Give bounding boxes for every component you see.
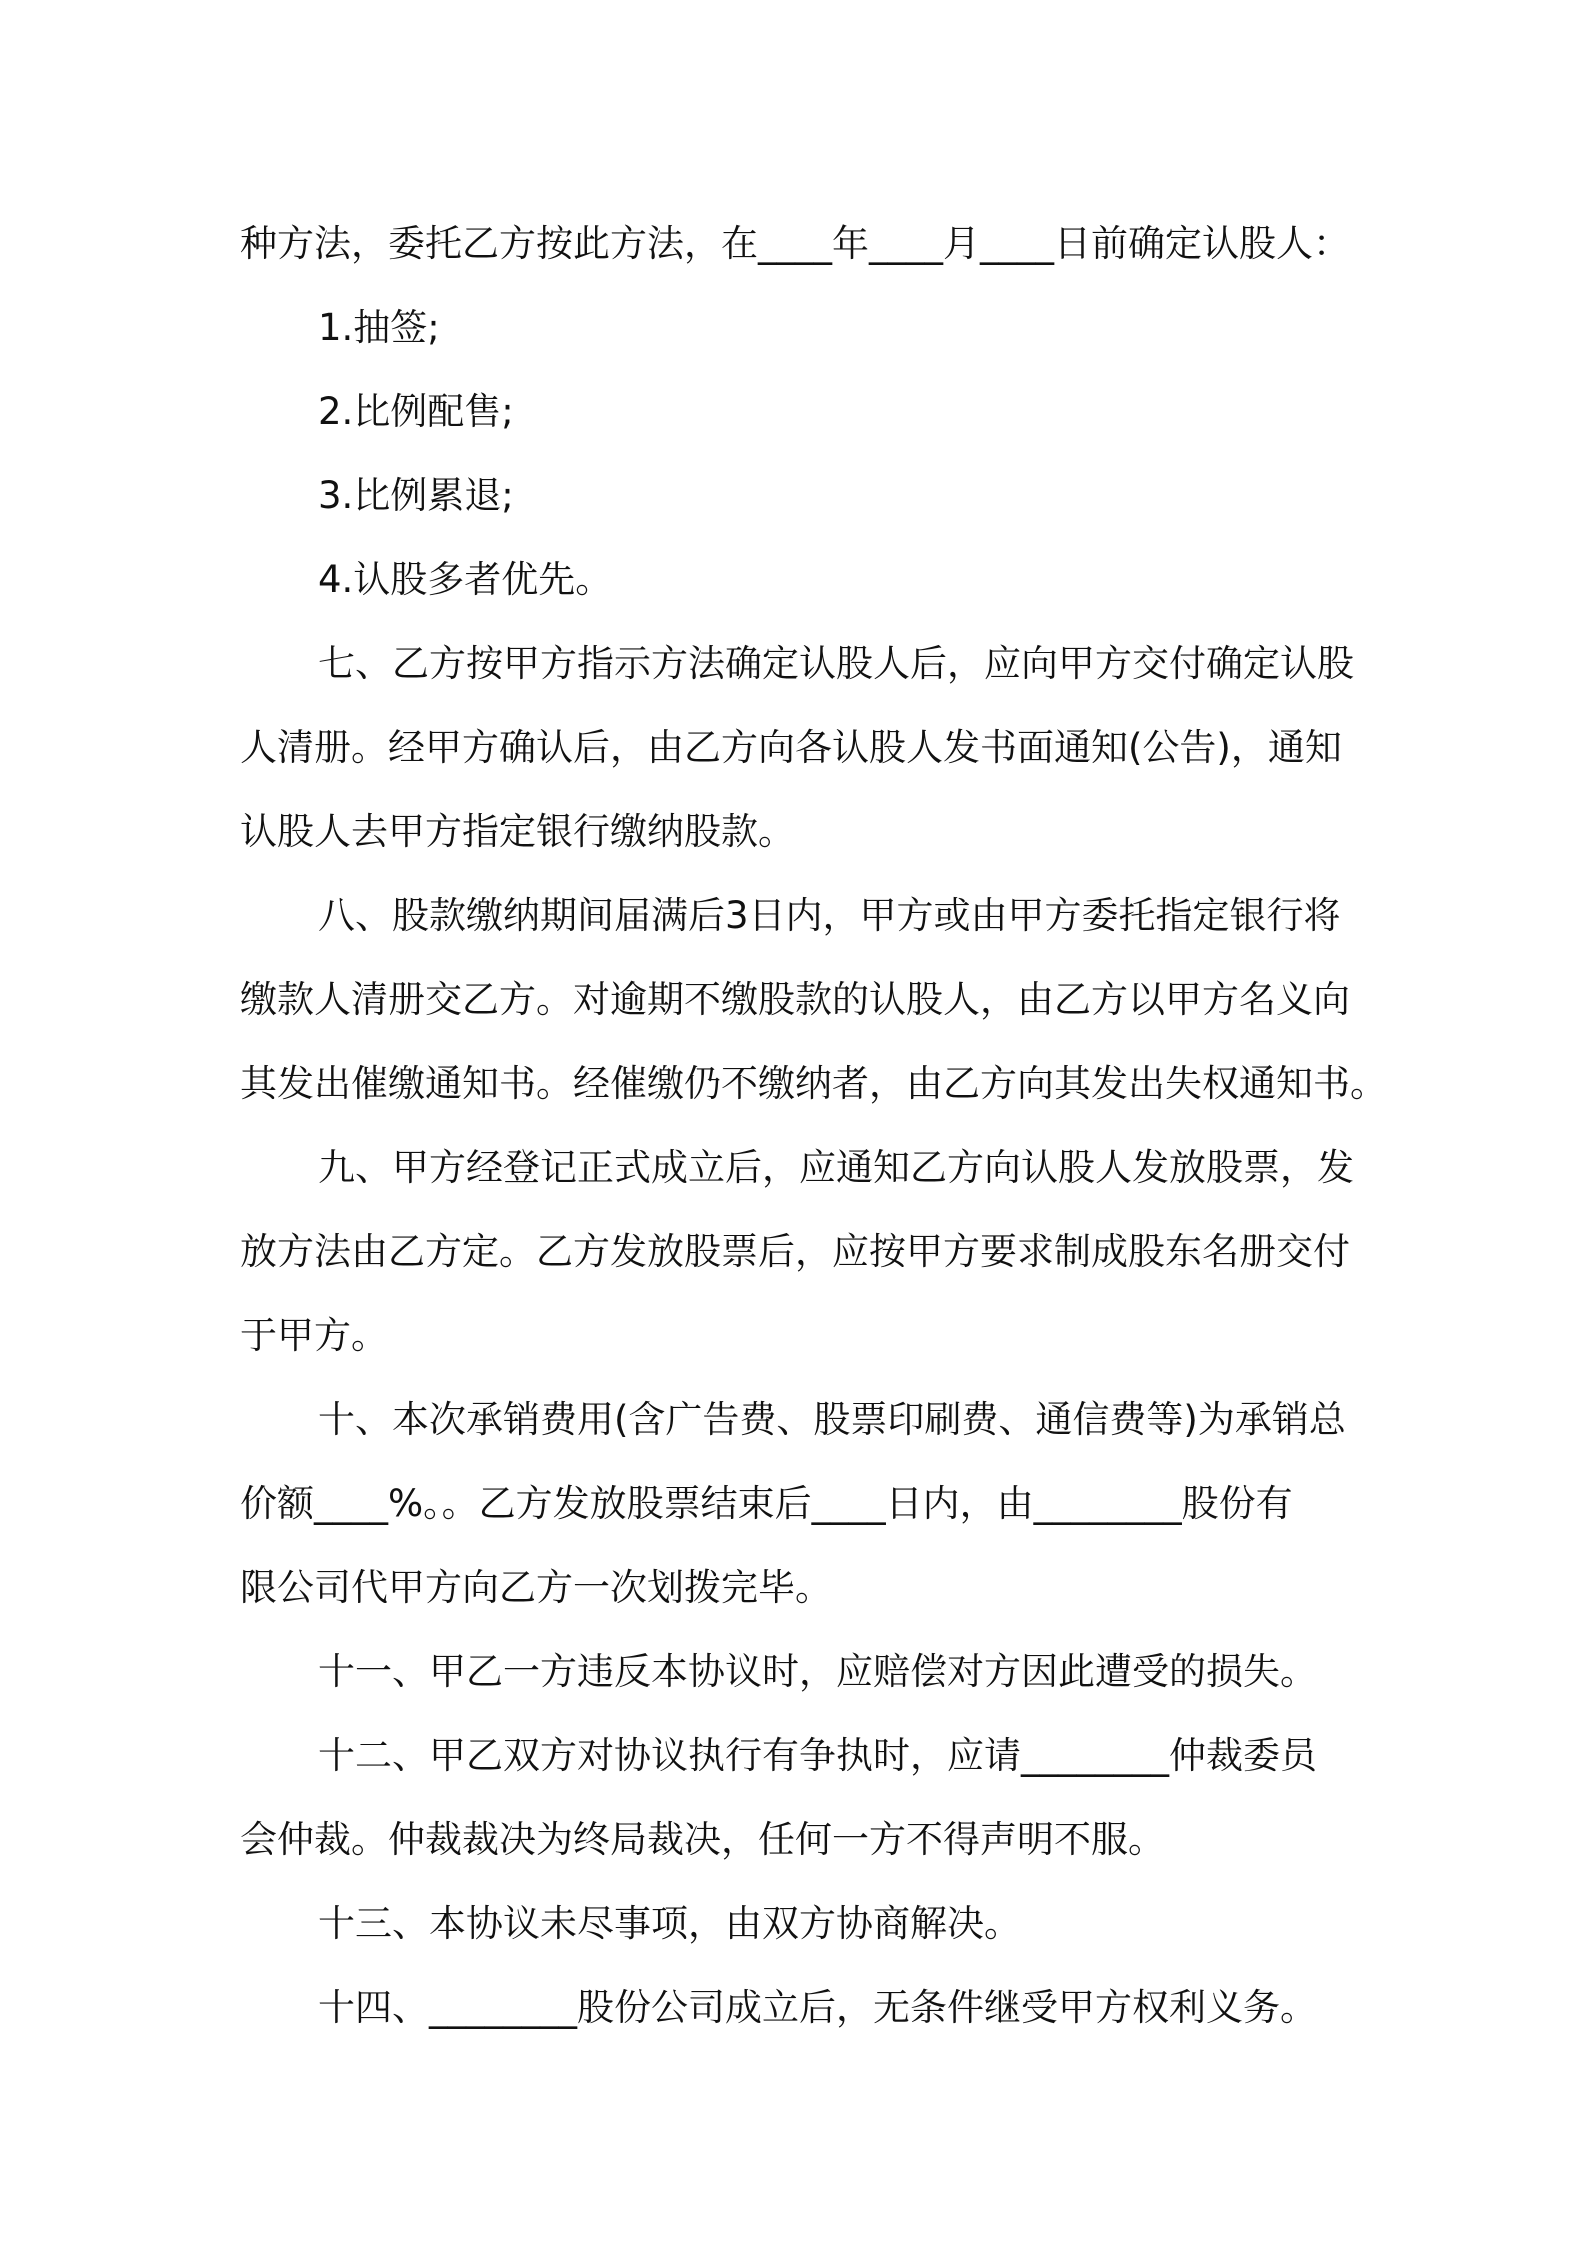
text-line: 缴款人清册交乙方。对逾期不缴股款的认股人，由乙方以甲方名义向 [240, 978, 1350, 1021]
text-line: 十四、________股份公司成立后，无条件继受甲方权利义务。 [318, 1986, 1317, 2029]
text-line: 种方法，委托乙方按此方法，在____年____月____日前确定认股人： [240, 222, 1350, 265]
list-item: 2.比例配售; [318, 390, 514, 433]
text-line: 认股人去甲方指定银行缴纳股款。 [240, 810, 795, 853]
text-line: 于甲方。 [240, 1314, 388, 1357]
list-item: 1.抽签; [318, 306, 440, 349]
list-item: 3.比例累退; [318, 474, 514, 517]
document-body [240, 202, 1387, 2050]
text-line: 其发出催缴通知书。经催缴仍不缴纳者，由乙方向其发出失权通知书。 [240, 1062, 1387, 1105]
list-item: 4.认股多者优先。 [318, 558, 613, 601]
text-line: 会仲裁。仲裁裁决为终局裁决，任何一方不得声明不服。 [240, 1818, 1165, 1861]
text-line: 价额____%。。乙方发放股票结束后____日内，由________股份有 [240, 1482, 1293, 1525]
text-line: 八、股款缴纳期间届满后3日内，甲方或由甲方委托指定银行将 [318, 894, 1341, 937]
text-line: 十、本次承销费用(含广告费、股票印刷费、通信费等)为承销总 [318, 1398, 1346, 1441]
text-line: 限公司代甲方向乙方一次划拨完毕。 [240, 1566, 832, 1609]
text-line: 七、乙方按甲方指示方法确定认股人后，应向甲方交付确定认股 [318, 642, 1354, 685]
text-line: 人清册。经甲方确认后，由乙方向各认股人发书面通知(公告)，通知 [240, 726, 1342, 769]
text-line: 十二、甲乙双方对协议执行有争执时，应请________仲裁委员 [318, 1734, 1317, 1777]
text-line: 放方法由乙方定。乙方发放股票后，应按甲方要求制成股东名册交付 [240, 1230, 1350, 1273]
text-line: 十一、甲乙一方违反本协议时，应赔偿对方因此遭受的损失。 [318, 1650, 1317, 1693]
text-line: 九、甲方经登记正式成立后，应通知乙方向认股人发放股票，发 [318, 1146, 1354, 1189]
text-line: 十三、本协议未尽事项，由双方协商解决。 [318, 1902, 1021, 1945]
